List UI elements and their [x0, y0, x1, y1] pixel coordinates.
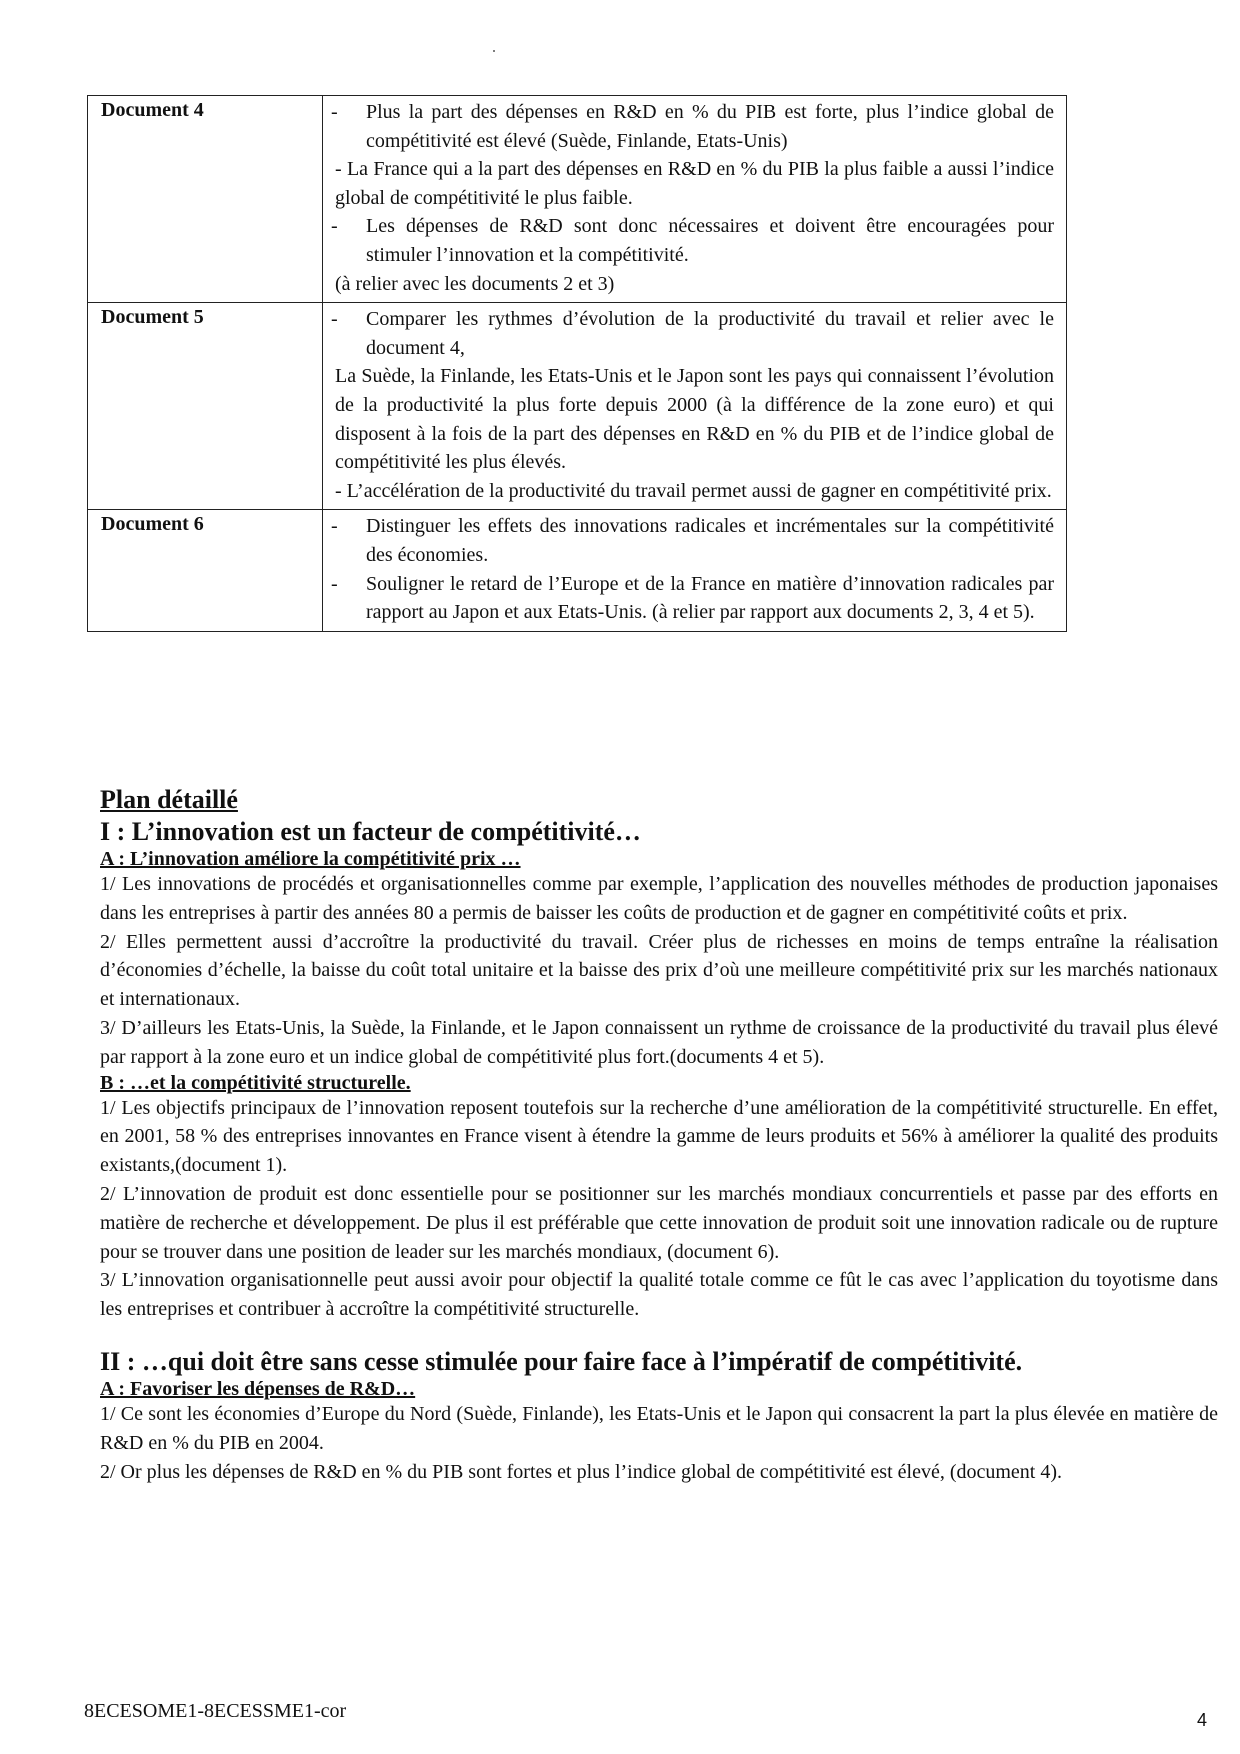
scan-speck — [493, 50, 495, 52]
plan-title: Plan détaillé — [100, 785, 238, 814]
paragraph: 1/ Les objectifs principaux de l’innovation reposent toutefois sur la recherche d’une amélioration de la compétitivité structurelle. En effet, en 2001, 58 % des entreprises innovantes en France visent à étendre la gamme de leurs produits et 56% à améliorer la qualité des produits existants,(document 1). — [100, 1096, 1218, 1177]
paragraph: 1/ Les innovations de procédés et organisationnelles comme par exemple, l’application des nouvelles méthodes de production japonaises dans les entreprises à partir des années 80 a permis de baisser les coûts de production et de gagner en compétitivité coûts et prix. — [100, 873, 1218, 924]
paragraph: La Suède, la Finlande, les Etats-Unis et le Japon sont les pays qui connaissent l’évolution de la productivité la plus forte depuis 2000 (à la différence de la zone euro) et qui disposent à la fois de la part des dépenses en R&D en % du PIB et de l’indice global de compétitivité les plus élevés. — [335, 365, 1054, 474]
row-label: Document 5 — [88, 303, 323, 510]
section-1-heading: I : L’innovation est un facteur de compétitivité… — [100, 817, 641, 846]
list-item: - Souligner le retard de l’Europe et de la France en matière d’innovation radicales par rapport au Japon et aux Etats-Unis. (à relier par rapport aux documents 2, 3, 4 et 5). — [331, 572, 1054, 624]
paragraph: 3/ D’ailleurs les Etats-Unis, la Suède, la Finlande, et le Japon connaissent un rythme de croissance de la productivité du travail plus élevé par rapport à la zone euro et un indice global de compétitivité plus fort.(documents 4 et 5). — [100, 1016, 1218, 1068]
paragraph: 2/ L’innovation de produit est donc essentielle pour se positionner sur les marchés mondiaux concurrentiels et passe par des efforts en matière de recherche et développement. De plus il est préférable que cette innovation de produit soit une innovation radicale ou de rupture pour se trouver dans une position de leader sur les marchés mondiaux, (document 6). — [100, 1182, 1218, 1263]
section-1b-heading: B : …et la compétitivité structurelle. — [100, 1071, 411, 1094]
detailed-plan — [100, 784, 1218, 1486]
section-2a-heading: A : Favoriser les dépenses de R&D… — [100, 1377, 416, 1400]
table-row — [88, 96, 1067, 303]
paragraph: - L’accélération de la productivité du travail permet aussi de gagner en compétitivité prix. — [335, 479, 1052, 502]
row-content — [323, 303, 1067, 510]
row-label: Document 6 — [88, 510, 323, 631]
section-2-heading: II : …qui doit être sans cesse stimulée pour faire face à l’impératif de compétitivité. — [100, 1346, 1023, 1376]
section-1a-heading: A : L’innovation améliore la compétitivité prix … — [100, 848, 521, 870]
paragraph: 3/ L’innovation organisationnelle peut aussi avoir pour objectif la qualité totale comme ce fût le cas avec l’application du toyotisme dans les entreprises et contribuer à accroître la compétitivité structurelle. — [100, 1269, 1218, 1321]
paragraph: - La France qui a la part des dépenses en R&D en % du PIB la plus faible a aussi l’indice global de compétitivité le plus faible. — [335, 158, 1054, 209]
paragraph: 1/ Ce sont les économies d’Europe du Nord (Suède, Finlande), les Etats-Unis et le Japon qui consacrent la part la plus élevée en matière de R&D en % du PIB en 2004. — [100, 1402, 1218, 1454]
paragraph: (à relier avec les documents 2 et 3) — [335, 272, 615, 295]
paragraph: 2/ Or plus les dépenses de R&D en % du PIB sont fortes et plus l’indice global de compétitivité est élevé, (document 4). — [100, 1460, 1063, 1483]
list-item: - Les dépenses de R&D sont donc nécessaires et doivent être encouragées pour stimuler l’innovation et la compétitivité. — [331, 215, 1054, 266]
paragraph: 2/ Elles permettent aussi d’accroître la productivité du travail. Créer plus de richesses en moins de temps entraîne la réalisation d’économies d’échelle, la baisse du coût total unitaire et la baisse des prix d’où une meilleure compétitivité prix sur les marchés nationaux et internationaux. — [100, 930, 1218, 1011]
table-row — [88, 303, 1067, 510]
table-row — [88, 510, 1067, 631]
documents-table — [87, 95, 1067, 632]
row-content — [323, 96, 1067, 303]
document-code: 8ECESOME1-8ECESSME1-cor — [84, 1700, 347, 1722]
list-item: - Plus la part des dépenses en R&D en % du PIB est forte, plus l’indice global de compétitivité est élevé (Suède, Finlande, Etats-Unis) — [331, 101, 1054, 152]
row-content — [323, 510, 1067, 631]
list-item: - Distinguer les effets des innovations radicales et incrémentales sur la compétitivité des économies. — [331, 515, 1054, 566]
page-number: 4 — [1197, 1710, 1208, 1730]
row-label: Document 4 — [88, 96, 323, 303]
list-item: - Comparer les rythmes d’évolution de la productivité du travail et relier avec le document 4, — [331, 308, 1054, 359]
